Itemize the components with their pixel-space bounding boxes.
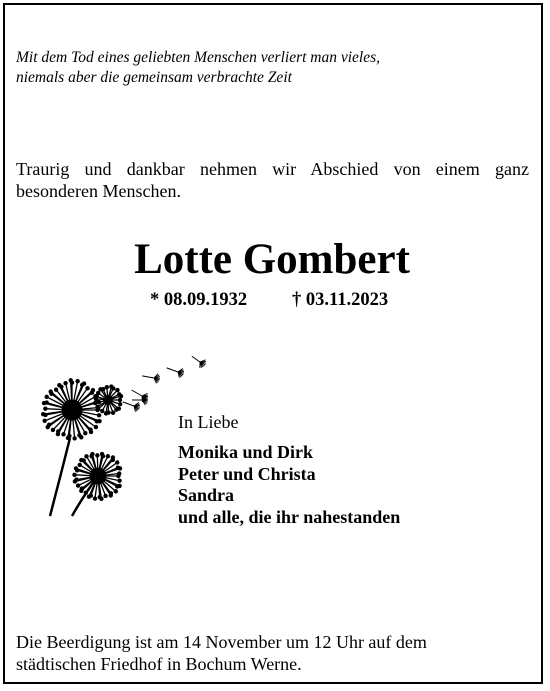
quote-line-1: Mit dem Tod eines geliebten Menschen verliert man vieles, (16, 49, 381, 66)
notice-border (3, 3, 543, 684)
funeral-line-1: Die Beerdigung ist am 14 November um 12 Uhr auf dem (16, 632, 427, 652)
funeral-info (16, 631, 536, 675)
birth-date: * 08.09.1932 (150, 290, 248, 310)
mourner-name: Monika und Dirk (178, 442, 314, 462)
mourner-name: Peter und Christa (178, 463, 316, 484)
deceased-name: Lotte Gombert (134, 236, 410, 283)
mourner-name: und alle, die ihr nahestanden (178, 506, 401, 527)
mourners-list (178, 442, 400, 528)
quote-line-2: niemals aber die gemeinsam verbrachte Zeit (16, 69, 292, 86)
funeral-line-2: städtischen Friedhof in Bochum Werne. (16, 654, 302, 674)
mourners-heading: In Liebe (178, 412, 239, 432)
death-date: † 03.11.2023 (292, 290, 389, 310)
memorial-quote (16, 48, 516, 88)
mourner-name: Sandra (178, 485, 235, 505)
farewell-intro: Traurig und dankbar nehmen wir Abschied von einem ganz besonderen Menschen. (16, 159, 529, 201)
